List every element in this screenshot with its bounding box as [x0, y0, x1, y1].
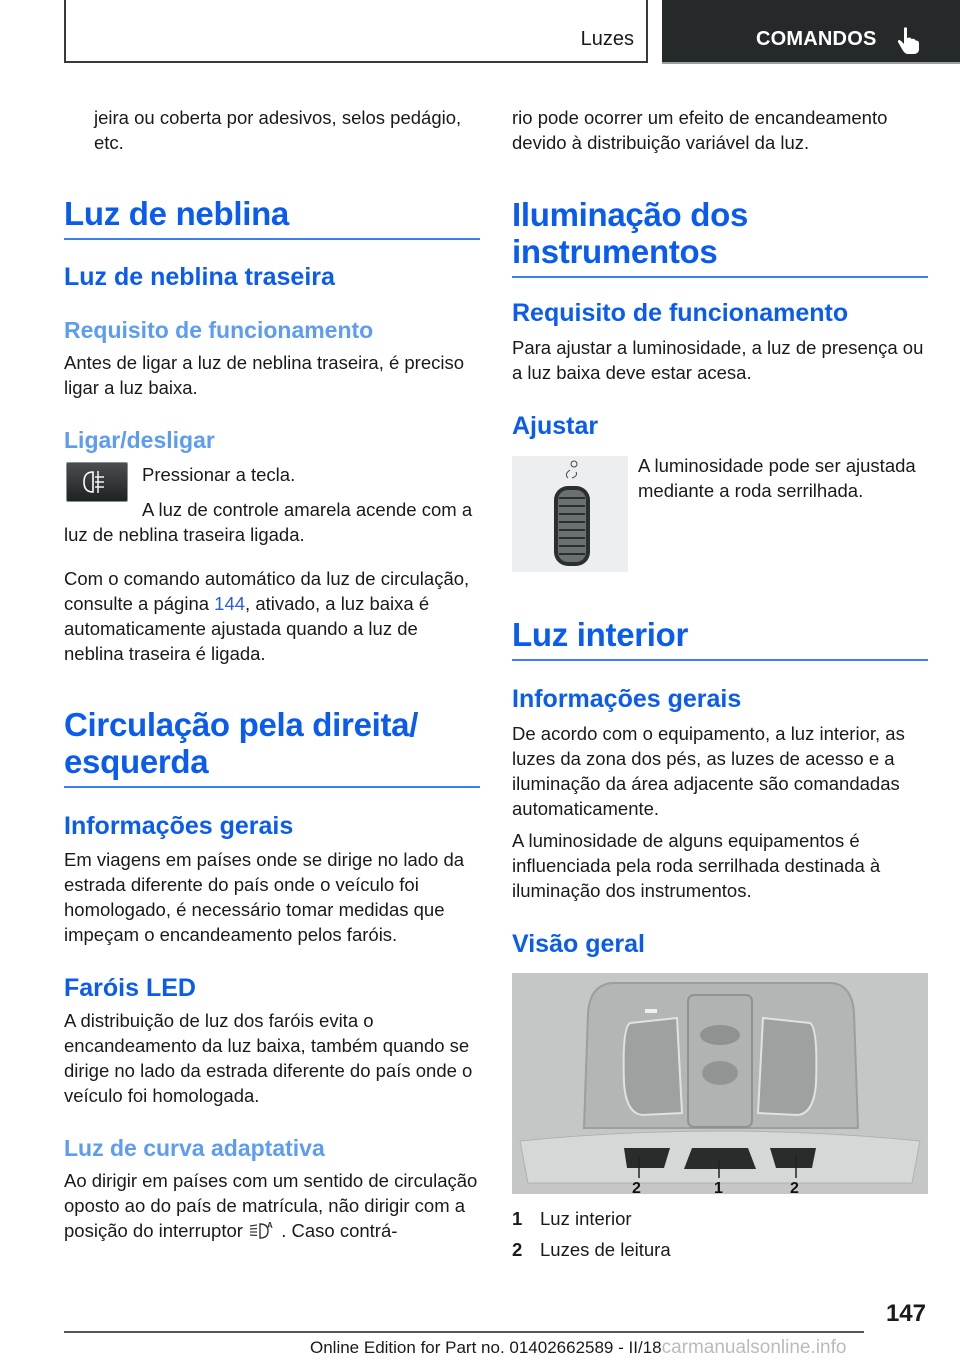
roof-console-image: [512, 973, 928, 1194]
edition-text: Online Edition for Part no. 01402662589 - II/18: [310, 1338, 662, 1357]
page-number: 147: [885, 1300, 926, 1327]
callout-2-right: 2: [790, 1180, 799, 1194]
legend-item-1: [512, 1206, 632, 1231]
heading-ligar-desligar: Ligar/desligar: [64, 427, 215, 453]
heading-luz-interior: Luz interior: [512, 616, 928, 661]
watermark: carmanualsonline.info: [661, 1337, 847, 1358]
intro-continuation: jeira ou coberta por adesivos, selos pedágio, etc.: [94, 107, 462, 153]
header-chapter-box: [662, 0, 960, 64]
footer: [310, 1337, 846, 1359]
rear-fog-light-icon: [67, 463, 127, 501]
rear-fog-light-button-image: [66, 462, 128, 502]
callout-1: 1: [714, 1180, 723, 1194]
header-section-box: [64, 0, 648, 63]
legend-label: Luzes de leitura: [540, 1239, 671, 1260]
heading-informacoes-gerais-interior: Informações gerais: [512, 685, 742, 713]
requisito-instrumentos-text: Para ajustar a luminosidade, a luz de presença ou a luz baixa deve estar acesa.: [512, 337, 924, 383]
interior-text-1: De acordo com o equipamento, a luz interior, as luzes da zona dos pés, as luzes de acesso e a iluminação da área adjacente são comandadas automaticamente.: [512, 723, 905, 819]
heading-luz-de-neblina-traseira: Luz de neblina traseira: [64, 263, 335, 291]
heading-luz-de-neblina: Luz de neblina: [64, 195, 480, 240]
curva-text-after-icon: . Caso contrá-: [281, 1220, 398, 1241]
paragraph-text-after-link: , ativado, a luz baixa é automaticamente ajustada quando a luz de neblina traseira é ligada.: [64, 593, 430, 664]
heading-farois-led: Faróis LED: [64, 974, 196, 1002]
legend-item-2: [512, 1237, 671, 1262]
section-title: Luzes: [580, 28, 634, 50]
informacoes-text: Em viagens em países onde se dirige no lado da estrada diferente do país onde o veículo foi homologado, é necessário tomar medidas que impeçam o encandeamento pelos faróis.: [64, 849, 465, 945]
thumbwheel-illustration: [512, 456, 628, 572]
footer-divider: [64, 1331, 864, 1333]
roof-console-illustration: [512, 973, 928, 1194]
svg-text:A: A: [267, 1221, 273, 1230]
heading-circulacao: Circulação pela direita/ esquerda: [64, 706, 480, 788]
ligar-line2: A luz de controle amarela acende com a luz de neblina traseira ligada.: [64, 499, 473, 545]
heading-ajustar: Ajustar: [512, 412, 599, 440]
callout-2-left: 2: [632, 1180, 641, 1194]
requisito-text: Antes de ligar a luz de neblina traseira, é preciso ligar a luz baixa.: [64, 352, 465, 398]
ligar-line1: Pressionar a tecla.: [142, 464, 296, 485]
heading-requisito-funcionamento: Requisito de funcionamento: [64, 317, 374, 343]
pointing-hand-icon: [896, 26, 920, 54]
right-continuation: rio pode ocorrer um efeito de encandeamento devido à distribuição variável da luz.: [512, 107, 888, 153]
page-link-144[interactable]: 144: [214, 593, 246, 614]
automatic-headlight-icon: [248, 1220, 276, 1240]
heading-luz-curva-adaptativa: Luz de curva adaptativa: [64, 1135, 325, 1161]
heading-visao-geral: Visão geral: [512, 930, 645, 958]
automatic-control-paragraph: [64, 566, 480, 666]
heading-informacoes-gerais: Informações gerais: [64, 812, 294, 840]
interior-text-2: A luminosidade de alguns equipamentos é influenciada pela roda serrilhada destinada à iluminação dos instrumentos.: [512, 830, 881, 901]
curva-text: [64, 1168, 480, 1243]
ajustar-text: A luminosidade pode ser ajustada mediante a roda serrilhada.: [638, 455, 916, 501]
farois-text: A distribuição de luz dos faróis evita o encandeamento da luz baixa, também quando se dirige no lado da estrada diferente do país onde o veículo foi homologada.: [64, 1010, 473, 1106]
thumbwheel-image: [512, 456, 628, 572]
paragraph-text-before-link: Com o comando automático da luz de circulação, consulte a página: [64, 568, 470, 614]
legend-label: Luz interior: [540, 1208, 632, 1229]
heading-requisito-instrumentos: Requisito de funcionamento: [512, 299, 849, 327]
curva-text-before-icon: Ao dirigir em países com um sentido de circulação oposto ao do país de matrícula, não dirigir com a posição do interruptor: [64, 1170, 478, 1241]
legend-number: 2: [512, 1239, 523, 1260]
chapter-title: COMANDOS: [756, 28, 877, 50]
legend-number: 1: [512, 1208, 523, 1229]
heading-iluminacao-instrumentos: Iluminação dos instrumentos: [512, 196, 928, 278]
